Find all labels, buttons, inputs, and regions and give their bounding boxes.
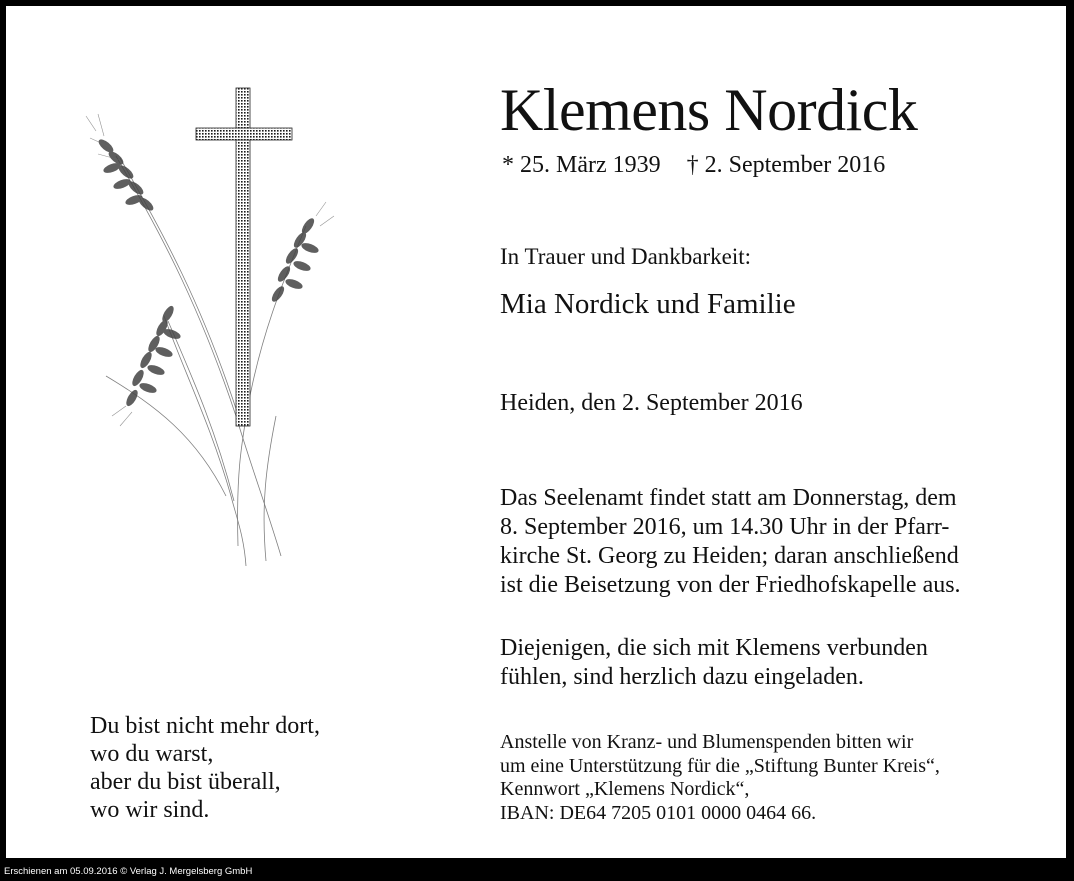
donation-line: um eine Unterstützung für die „Stiftung Bunter Kreis“, [500, 754, 940, 777]
deceased-name: Klemens Nordick [500, 77, 918, 143]
poem-line: wo wir sind. [90, 797, 210, 823]
publication-footer: Erschienen am 05.09.2016 © Verlag J. Mergelsberg GmbH [4, 866, 253, 877]
cross-and-wheat-icon [76, 76, 336, 566]
service-line: ist die Beisetzung von der Friedhofskapelle aus. [500, 572, 961, 598]
donation-iban: IBAN: DE64 7205 0101 0000 0464 66. [500, 801, 817, 824]
place-date: Heiden, den 2. September 2016 [500, 390, 803, 416]
donation-line: Kennwort „Klemens Nordick“, [500, 778, 750, 800]
poem-line: wo du warst, [90, 741, 214, 767]
donation-line: Anstelle von Kranz- und Blumenspenden bitten wir [500, 731, 914, 753]
mourning-intro: In Trauer und Dankbarkeit: [500, 244, 752, 269]
obituary-notice [6, 6, 1066, 858]
mourners-name: Mia Nordick und Familie [500, 288, 796, 320]
service-line: kirche St. Georg zu Heiden; daran anschließend [500, 543, 959, 569]
life-dates [502, 150, 885, 180]
invitation-line: fühlen, sind herzlich dazu eingeladen. [500, 664, 864, 690]
invitation-line: Diejenigen, die sich mit Klemens verbunden [500, 635, 928, 661]
service-line: Das Seelenamt findet statt am Donnerstag, dem [500, 485, 957, 511]
service-info [500, 484, 961, 600]
invitation-text [500, 634, 928, 692]
poem-line: aber du bist überall, [90, 769, 281, 795]
death-date: † 2. September 2016 [686, 152, 886, 178]
memorial-poem [90, 712, 320, 824]
service-line: 8. September 2016, um 14.30 Uhr in der Pfarr- [500, 514, 950, 540]
poem-line: Du bist nicht mehr dort, [90, 713, 320, 739]
birth-date: * 25. März 1939 [502, 152, 661, 178]
donation-request [500, 731, 940, 825]
